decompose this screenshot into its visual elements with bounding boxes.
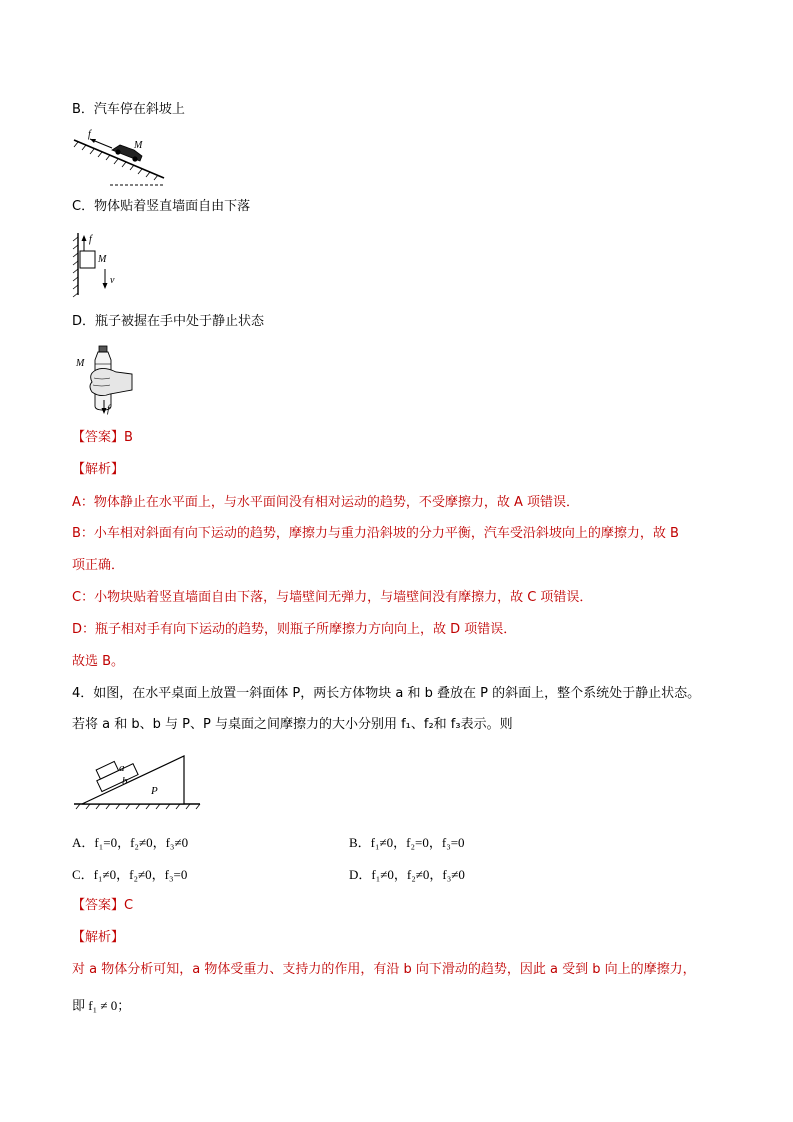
bottle-in-hand-figure	[74, 344, 138, 416]
car-label-f: f	[88, 129, 91, 140]
car-on-slope-figure	[72, 128, 172, 188]
option-d-text: D．瓶子被握在手中处于静止状态	[72, 314, 265, 329]
answer-2	[72, 897, 133, 915]
analysis-1-line-b: B：小车相对斜面有向下运动的趋势，摩擦力与重力沿斜坡的分力平衡，汽车受沿斜坡向上的摩擦力，故 B	[72, 526, 679, 541]
question-4-line-2: 若将 a 和 b、b 与 P、P 与桌面之间摩擦力的大小分别用 f₁、f₂和 f₃表示。则	[72, 717, 513, 732]
bottle-label-f: f	[107, 404, 110, 415]
analysis-1-line-d: D：瓶子相对手有向下运动的趋势，则瓶子所摩擦力方向向上，故 D 项错误．	[72, 622, 517, 637]
incline-label-a: a	[119, 762, 125, 774]
bottle-label-m: M	[76, 358, 85, 369]
q4-option-d: D．f₁≠0，f₂≠0，f₃≠0	[349, 867, 465, 882]
analysis-1-label: 【解析】	[72, 462, 125, 477]
q4-option-b: B．f₁≠0，f₂=0，f₃=0	[349, 835, 465, 850]
incline-label-b: b	[122, 775, 128, 787]
answer-1-label: 【答案】	[72, 430, 125, 445]
wall-label-v: v	[110, 275, 115, 286]
analysis-1-line-c: C：小物块贴着竖直墙面自由下落，与墙壁间无弹力，与墙壁间没有摩擦力，故 C 项错误．	[72, 590, 593, 605]
analysis-1-conclusion: 故选 B。	[72, 654, 125, 669]
analysis-2-line-2: 即 f₁ ≠ 0；	[72, 998, 131, 1013]
q4-option-c: C．f₁≠0，f₂≠0，f₃=0	[72, 867, 188, 882]
question-4-line-1: 4．如图，在水平桌面上放置一斜面体 P，两长方体物块 a 和 b 叠放在 P 的斜面上，整个系统处于静止状态。	[72, 686, 701, 701]
analysis-1-line-b-cont: 项正确．	[72, 558, 125, 573]
car-label-m: M	[134, 140, 143, 151]
analysis-1-line-a: A：物体静止在水平面上，与水平面间没有相对运动的趋势，不受摩擦力，故 A 项错误．	[72, 495, 580, 510]
incline-blocks-figure	[72, 752, 202, 810]
option-c-text: C．物体贴着竖直墙面自由下落	[72, 199, 251, 214]
q4-option-a: A．f₁=0，f₂≠0，f₃≠0	[72, 835, 189, 850]
analysis-2-line-1: 对 a 物体分析可知，a 物体受重力、支持力的作用，有沿 b 向下滑动的趋势，因此 a 受到 b 向上的摩擦力，	[72, 962, 696, 977]
option-b-text: B．汽车停在斜坡上	[72, 102, 185, 117]
wall-label-f: f	[89, 234, 92, 245]
wall-label-m: M	[98, 254, 107, 265]
answer-1-value: B	[124, 430, 133, 445]
answer-2-label: 【答案】	[72, 898, 125, 913]
incline-label-p: P	[151, 785, 158, 797]
answer-2-value: C	[124, 898, 134, 913]
analysis-2-label: 【解析】	[72, 930, 125, 945]
answer-1	[72, 429, 133, 447]
wall-block-figure	[70, 231, 130, 299]
